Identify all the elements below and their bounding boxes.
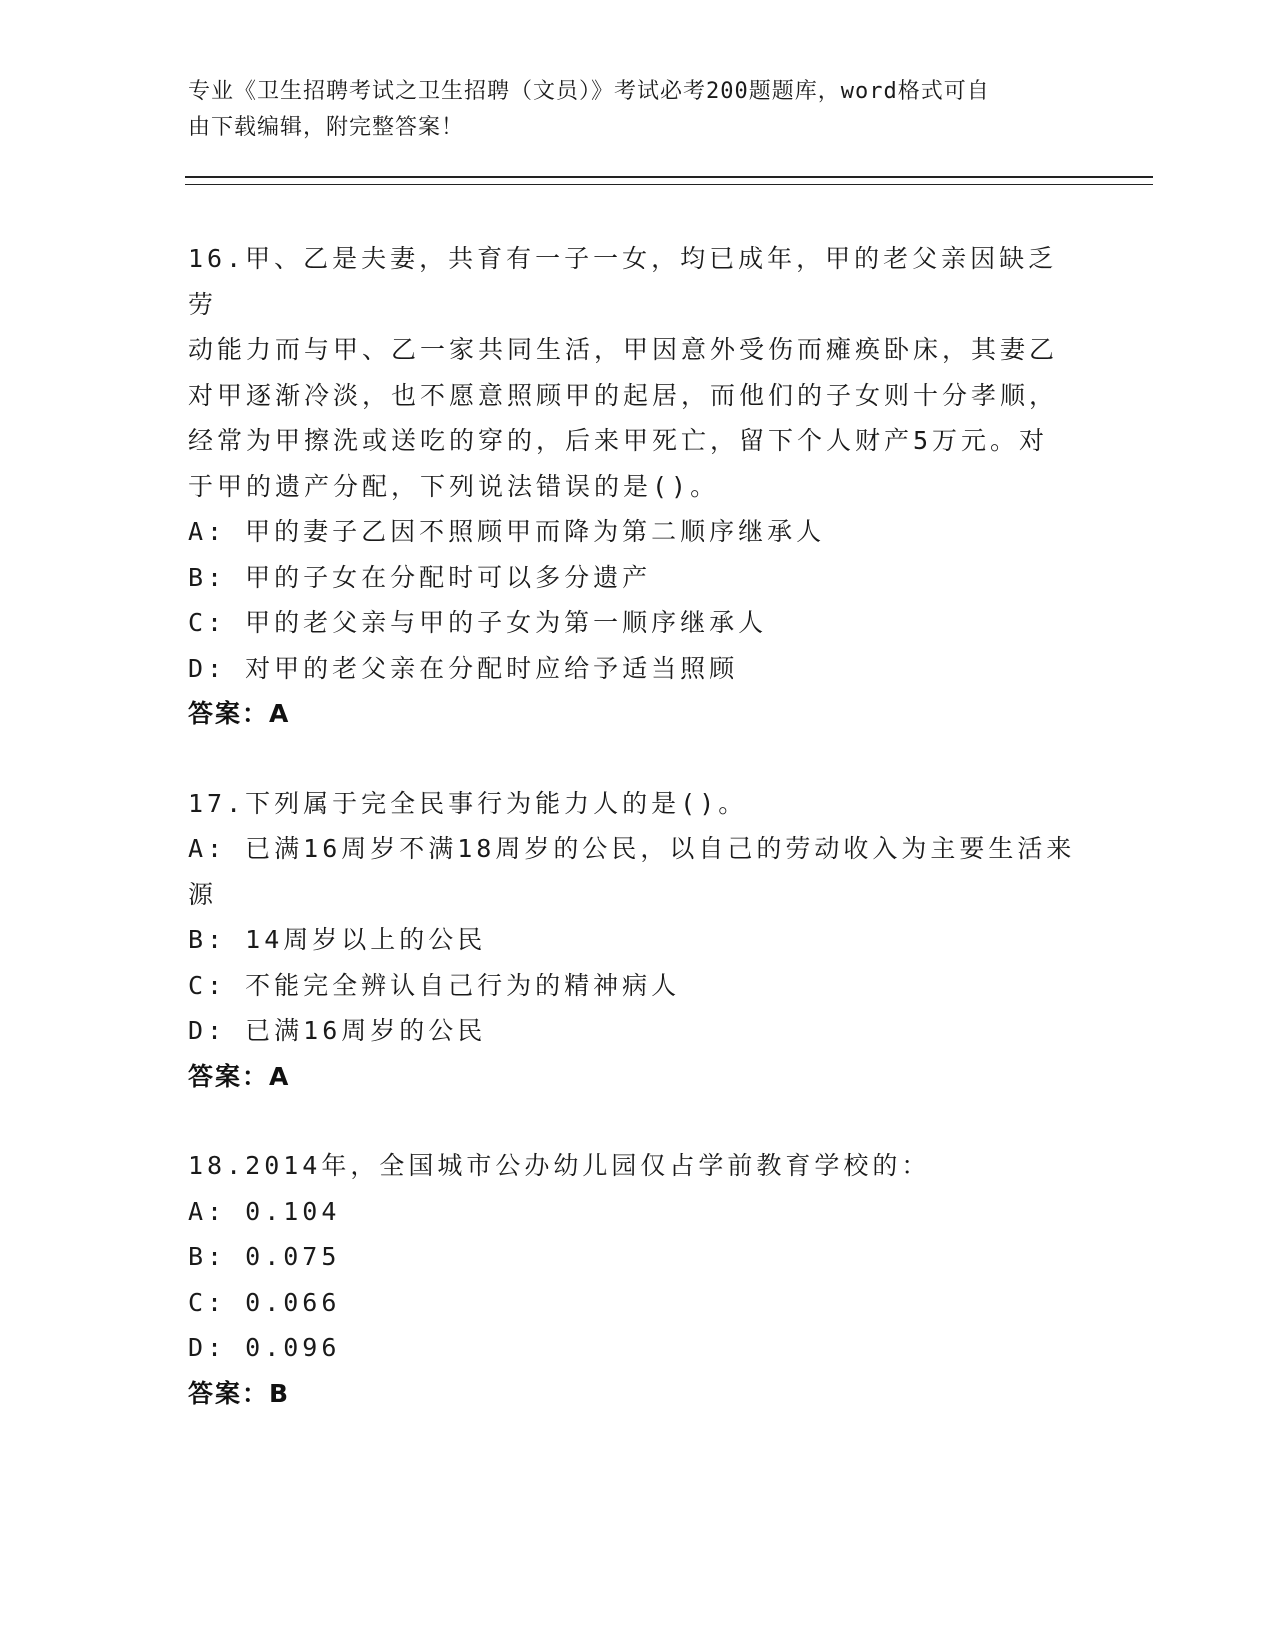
option-a: A: 0.104 <box>188 1196 341 1226</box>
option-b: B: 14周岁以上的公民 <box>188 925 487 954</box>
option-list <box>188 1189 1088 1371</box>
stem-line: 经常为甲擦洗或送吃的穿的，后来甲死亡，留下个人财产5万元。对 <box>188 426 1049 455</box>
document-header <box>188 74 1068 146</box>
option-a: A: 已满16周岁不满18周岁的公民，以自己的劳动收入为主要生活来 <box>188 834 1076 863</box>
question-stem <box>188 1143 1078 1189</box>
stem-line: 16.甲、乙是夫妻，共育有一子一女，均已成年，甲的老父亲因缺乏劳 <box>188 244 1058 319</box>
stem-line: 于甲的遗产分配，下列说法错误的是()。 <box>188 471 720 501</box>
stem-line: 17.下列属于完全民事行为能力人的是()。 <box>188 788 748 818</box>
header-line-1: 专业《卫生招聘考试之卫生招聘（文员）》考试必考200题题库，word格式可自 <box>188 79 990 104</box>
option-list <box>188 509 1088 691</box>
option-d: D: 已满16周岁的公民 <box>188 1016 487 1045</box>
question-18 <box>188 1143 1088 1416</box>
answer-line: 答案：B <box>188 1378 291 1408</box>
answer-line: 答案：A <box>188 1061 291 1091</box>
question-list <box>188 236 1088 1460</box>
question-stem <box>188 236 1078 509</box>
option-c: C: 甲的老父亲与甲的子女为第一顺序继承人 <box>188 608 768 637</box>
stem-line: 对甲逐渐冷淡，也不愿意照顾甲的起居，而他们的子女则十分孝顺， <box>188 380 1059 410</box>
option-a: A: 甲的妻子乙因不照顾甲而降为第二顺序继承人 <box>188 517 826 546</box>
option-list <box>188 826 1088 1054</box>
header-divider <box>185 176 1153 185</box>
question-stem <box>188 781 1078 827</box>
stem-line: 18.2014年，全国城市公办幼儿园仅占学前教育学校的： <box>188 1151 931 1180</box>
option-b: B: 甲的子女在分配时可以多分遗产 <box>188 562 652 592</box>
header-line-2: 由下载编辑，附完整答案！ <box>188 115 465 140</box>
answer-line: 答案：A <box>188 699 291 728</box>
option-a-continued: 源 <box>188 879 218 909</box>
option-d: D: 0.096 <box>188 1333 341 1362</box>
option-d: D: 对甲的老父亲在分配时应给予适当照顾 <box>188 653 739 683</box>
stem-line: 动能力而与甲、乙一家共同生活，甲因意外受伤而瘫痪卧床，其妻乙 <box>188 335 1059 364</box>
question-17 <box>188 781 1088 1100</box>
question-16 <box>188 236 1088 737</box>
option-c: C: 不能完全辨认自己行为的精神病人 <box>188 970 681 1000</box>
option-c: C: 0.066 <box>188 1287 341 1317</box>
option-b: B: 0.075 <box>188 1242 341 1271</box>
